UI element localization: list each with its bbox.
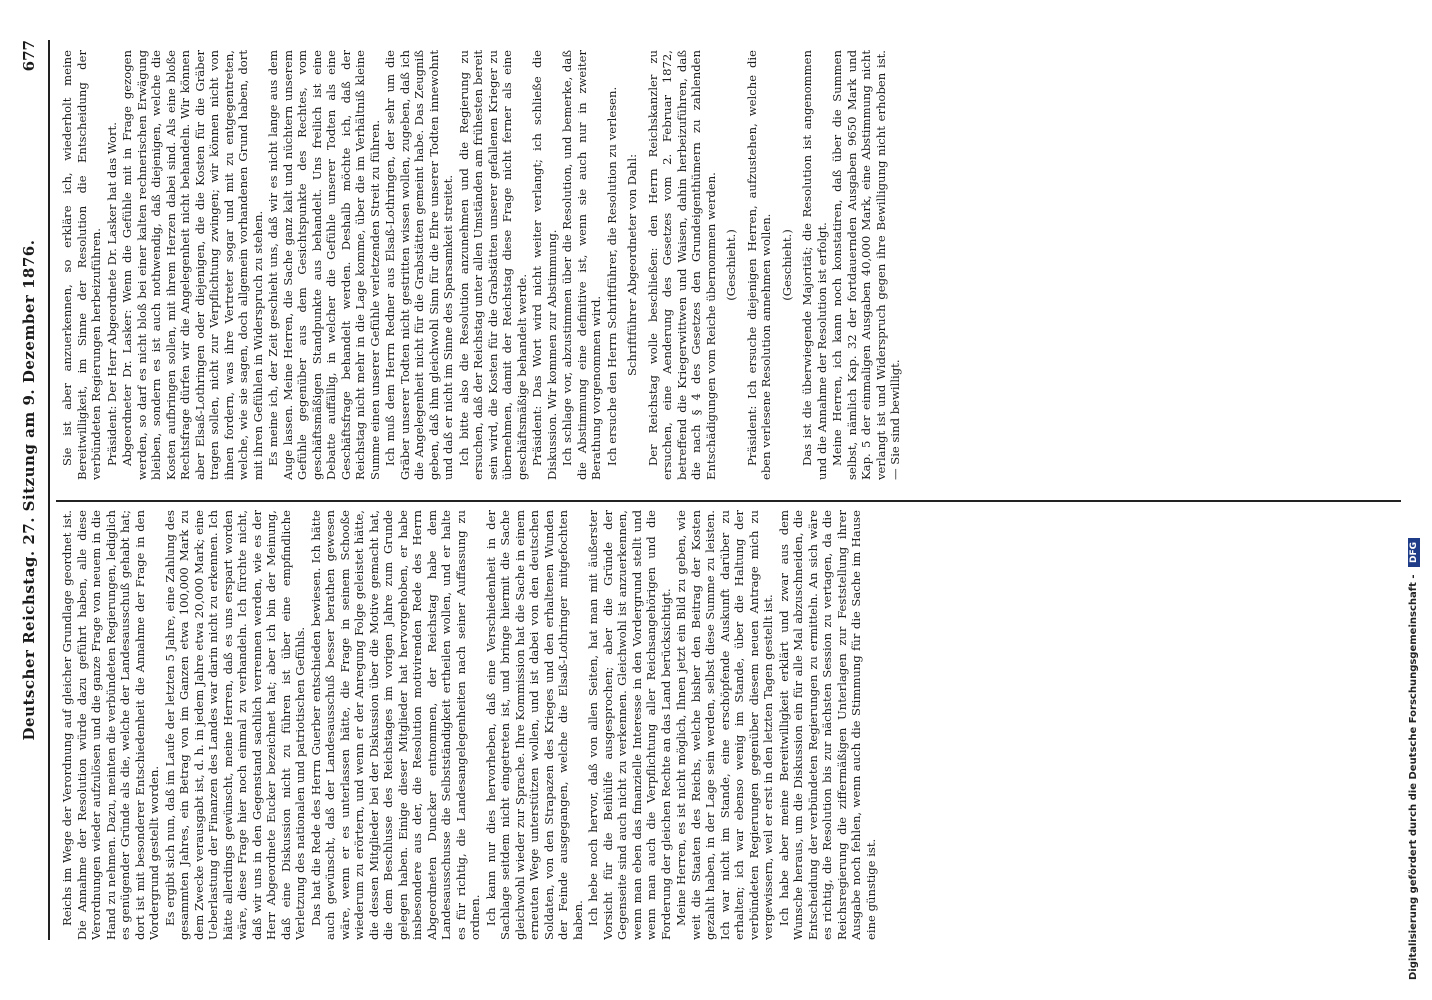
column-divider bbox=[56, 500, 1401, 502]
paragraph: (Geschieht.) bbox=[779, 229, 794, 301]
page-number: 677 bbox=[20, 40, 38, 72]
paragraph: Ich bitte also die Resolution anzunehmen und die Regierung zu ersuchen, daß der Reichstag unter allen Umständen am frühesten bereit sein wird, die Kosten für die Grabstätten unserer gefallenen Krieger zu übernehmen, damit der Reichstag diese Frage nicht ferner als eine geschäftsmäßige behandelt werde. bbox=[456, 50, 529, 480]
digitization-footer bbox=[1408, 20, 1420, 980]
paragraph: Sie ist aber anzuerkennen, so erkläre ich, wiederholt meine Bereitwilligkeit, im Sinne der Resolution die Entscheidung der verbündeten Regierungen herbeizuführen. bbox=[60, 50, 103, 480]
header-rule bbox=[48, 40, 50, 940]
paragraph: Der Reichstag wolle beschließen: den Herrn Reichskanzler zu ersuchen, eine Aenderung des Gesetzes vom 2. Februar 1872, betreffend die Kriegerwittwen und Waisen, dahin herbeizuführen, daß die nach § 4 des Gesetzes den Grundeigenthümern zu zahlenden Entschädigungen vom Reiche übernommen werden. bbox=[645, 50, 718, 480]
paragraph: Meine Herren, es ist nicht möglich, Ihnen jetzt ein Bild zu geben, wie weit die Staaten des Reichs, welche bisher den Beitrag der Kosten gezahlt haben, in der Lage sein werden, selbst diese Summe zu leisten. Ich war nicht im Stande, eine erschöpfende Auskunft darüber zu erhalten; ich war ebenso wenig im Stande, über die Haltung der verbündeten Regierungen gegenüber diesem neuen Antrage mich zu vergewissern, weil er erst in den letzten Tagen gestellt ist. bbox=[674, 510, 775, 940]
paragraph: Ich kann nur dies hervorheben, daß eine Verschiedenheit in der Sachlage seitdem nicht eingetreten ist, und bringe hiermit die Sache gleichwohl wieder zur Sprache. Ihre Kommission hat die Sache in einem erneuten Wege unterstützen wollen, und ist dabei von den deutschen Soldaten, von den Strapazen des Krieges und den erhaltenen Wunden der Feinde ausgegangen, welche die Elsaß-Lothringer mitgefochten haben. bbox=[483, 510, 585, 940]
paragraph: Es ergibt sich nun, daß im Laufe der letzten 5 Jahre, eine Zahlung des gesammten Jahres, ein Betrag von im Ganzen etwa 100,000 Mark zu dem Zwecke verausgabt ist, d. h. in jedem Jahre etwa 20,000 Mark; eine Ueberlastung der Finanzen des Landes war darin nicht zu erkennen. Ich hätte allerdings gewünscht, meine Herren, daß es uns erspart worden wäre, diese Frage hier noch einmal zu verhandeln. Ich fürchte nicht, daß wir uns in den Gegenstand sachlich verrennen werden, wie es der Herr Abgeordnete Eucker bezeichnet hat; aber ich bin der Meinung, daß eine Diskussion nicht zu führen ist über eine empfindliche Verletzung des nationalen und patriotischen Gefühls. bbox=[162, 510, 307, 940]
paragraph: Präsident: Ich ersuche diejenigen Herren, aufzustehen, welche die eben verlesene Resolution annehmen wollen. bbox=[744, 50, 773, 480]
paragraph: Abgeordneter Dr. Lasker: Wenn die Gefühle mit in Frage gezogen werden, so darf es nicht bloß bei einer kalten rechnerischen Erwägung bleiben, sondern es ist auch nothwendig, daß diejenigen, welche die Kosten aufbringen sollen, mit ihrem Herzen dabei sind. Als eine bloße Rechtsfrage dürfen wir die Angelegenheit nicht behandeln. Wir können aber Elsaß-Lothringen oder diejenigen, die die Kosten für die Gräber tragen sollen, nicht zur Verpflichtung zwingen; wir können nicht von ihnen fordern, was ihre Vertreter sogar und mit zu entgegentreten, welche, wie sie sagen, doch allgemein vorhandenen Grund haben, dort mit ihren Gefühlen in Widerspruch zu stehen. bbox=[120, 50, 265, 480]
paragraph: Ich habe aber meine Bereitwilligkeit erklärt und zwar aus dem Wunsche heraus, um die Diskussion ein für alle Mal abzuschneiden, die Entscheidung der verbündeten Regierungen zu ermitteln. An sich wäre es richtig, die Resolution bis zur nächsten Session zu vertagen, da die Reichsregierung die ziffermäßigen Unterlagen zur Feststellung ihrer Ausgabe noch fehlen, wenn auch die Stimmung für die Sache im Hause eine günstige ist. bbox=[776, 510, 878, 940]
paragraph: Es meine ich, der Zeit geschieht uns, daß wir es nicht lange aus dem Auge lassen. Meine Herren, die Sache ganz kalt und nüchtern unserem Gefühle gegenüber aus dem Gesichtspunkte des Rechtes, vom geschäftsmäßigen Standpunkte aus behandelt. Uns freilich ist eine Debatte auffällig, in welcher die Gefühle unserer Todten als eine Geschäftsfrage behandelt werden. Deshalb möchte ich, daß der Reichstag nicht mehr in die Lage komme, über die im Verhältniß kleine Summe einen unserer Gefühle verletzenden Streit zu führen. bbox=[266, 50, 382, 480]
paragraph: Das ist die überwiegende Majorität; die Resolution ist angenommen und die Annahme der Resolution ist erfolgt. bbox=[800, 50, 829, 480]
page-header-title: Deutscher Reichstag. 27. Sitzung am 9. Dezember 1876. bbox=[20, 239, 38, 741]
paragraph: Ich hebe noch hervor, daß von allen Seiten, hat man mit äußerster Vorsicht für die Beihülfe ausgesprochen; aber die Gründe der Gegenseite sind auch nicht zu verkennen. Gleichwohl ist anzuerkennen, wenn man eben das finanzielle Interesse in den Vordergrund stellt und wenn man auch die Verpflichtung aller Reichsangehörigen und die Forderung der gleichen Rechte an das Land berücksichtigt. bbox=[586, 510, 673, 940]
paragraph: Ich schlage vor, abzustimmen über die Resolution, und bemerke, daß die Abstimmung eine definitive ist, wenn sie auch nur in zweiter Berathung vorgenommen wird. bbox=[560, 50, 603, 480]
paragraph: Schriftführer Abgeordneter von Dahl: bbox=[625, 153, 639, 377]
paragraph: Präsident: Der Herr Abgeordnete Dr. Lasker hat das Wort. bbox=[104, 122, 119, 466]
paragraph: Präsident: Das Wort wird nicht weiter verlangt; ich schließe die Diskussion. Wir kommen zur Abstimmung. bbox=[530, 50, 559, 480]
paragraph: Meine Herren, ich kann noch konstatiren, daß über die Summen selbst, nämlich Kap. 32 der fortdauernden Ausgaben 9650 Mark und Kap. 5 der einmaligen Ausgaben 40,000 Mark, eine Abstimmung nicht verlangt ist und Widerspruch gegen ihre Bewilligung nicht erhoben ist. — Sie sind bewilligt. bbox=[830, 50, 902, 480]
paragraph: Reichs im Wege der Verordnung auf gleicher Grundlage geordnet ist. Die Annahme der Resolution würde dazu geführt haben, alle diese Verordnungen wieder aufzulösen und die ganze Frage von neuem in die Hand zu nehmen. Dazu, meinten die verbündeten Regierungen, lediglich es genügender Gründe als die, welche der Landesausschuß gehabt hat; dort ist mit besonderer Entschiedenheit die Annahme der Frage in den Vordergrund gestellt worden. bbox=[60, 510, 161, 940]
text-column-right bbox=[60, 50, 1390, 480]
paragraph: Ich muß dem Herrn Redner aus Elsaß-Lothringen, der sehr um die Gräber unserer Todten nicht gestritten wissen wollen, zugeben, daß ich die Angelegenheit nicht für die Grabstätten gemeint habe. Das Zeugniß geben, daß ihm gleichwohl Sinn für die Ehre unserer Todten innewohnt und daß er nicht im Sinne des Sparsamkeit streitet. bbox=[383, 50, 455, 480]
paragraph: Ich ersuche den Herrn Schriftführer, die Resolution zu verlesen. bbox=[604, 86, 619, 466]
footer-text: Digitalisierung gefördert durch die Deutsche Forschungsgemeinschaft - bbox=[1408, 574, 1419, 980]
paragraph: (Geschieht.) bbox=[724, 229, 738, 301]
dfg-logo: DFG bbox=[1408, 538, 1420, 567]
text-column-left bbox=[60, 510, 1390, 940]
paragraph: Das hat die Rede des Herrn Guerber entschieden bewiesen. Ich hätte auch gewünscht, daß der Landesausschuß besser berathen gewesen wäre, wenn er es unterlassen hätte, die Frage in seinem Schooße wiederum zu erörtern, und wenn er der Anregung Folge geleistet hätte, die dessen Mitglieder bei der Diskussion über die Motive gemacht hat, die dem Beschlusse des Reichstages im vorigen Jahre zum Grunde gelegen haben. Einige dieser Mitglieder hat hervorgehoben, er habe insbesondere aus der, die Resolution motivirenden Rede des Herrn Abgeordneten Duncker entnommen, der Reichstag habe dem Landesausschusse die Selbstständigkeit ertheilen wollen, und er halte es für richtig, die Landesangelegenheiten nach seiner Auffassung zu ordnen. bbox=[308, 510, 482, 940]
